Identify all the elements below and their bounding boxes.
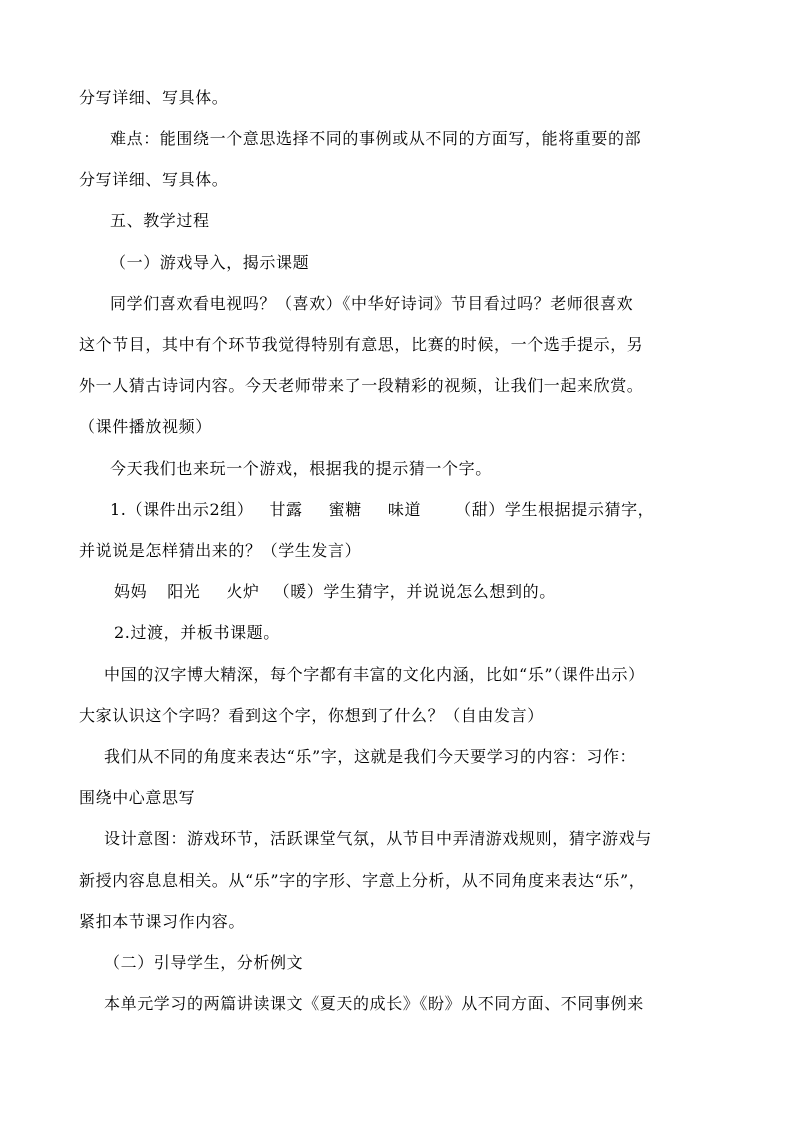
section-heading: 五、教学过程: [110, 211, 210, 230]
hint-word: 甘露: [269, 500, 303, 519]
text-line: 今天我们也来玩一个游戏，根据我的提示猜一个字。: [110, 459, 492, 478]
hint-word: 妈妈: [114, 582, 148, 601]
subsection-heading: （一）游戏导入，揭示课题: [110, 253, 310, 272]
answer-text: （暖）学生猜字，并说说怎么想到的。: [273, 582, 556, 601]
text-line: 同学们喜欢看电视吗？（喜欢）《中华好诗词》节目看过吗？老师很喜欢: [110, 294, 634, 313]
text-line: 本单元学习的两篇讲读课文《夏天的成长》《盼》从不同方面、不同事例来: [104, 994, 644, 1013]
text-line: 中国的汉字博大精深，每个字都有丰富的文化内涵，比如“乐”（课件出示）: [104, 665, 645, 684]
answer-text: （甜）学生根据提示猜字，: [455, 500, 655, 519]
text-line: [114, 582, 556, 602]
text-line: 并说说是怎样猜出来的？（学生发言）: [79, 541, 362, 560]
text-line: 这个节目，其中有个环节我觉得特别有意思，比赛的时候，一个选手提示，另: [79, 335, 644, 354]
text-line: 新授内容息息相关。从“乐”字的字形、字意上分析，从不同角度来表达“乐”，: [79, 871, 646, 890]
text-line: 大家认识这个字吗？看到这个字，你想到了什么？（自由发言）: [79, 706, 544, 725]
text-line: 外一人猜古诗词内容。今天老师带来了一段精彩的视频，让我们一起来欣赏。: [79, 376, 644, 395]
text-line: 围绕中心意思写: [79, 788, 196, 807]
subsection-heading: （二）引导学生，分析例文: [104, 953, 304, 972]
text-line: 紧扣本节课习作内容。: [79, 912, 246, 931]
hint-word: 火炉: [226, 582, 260, 601]
text-line: 我们从不同的角度来表达“乐”字，这就是我们今天要学习的内容：习作：: [104, 747, 637, 766]
text-line: [110, 500, 654, 520]
text-line: 2.过渡，并板书课题。: [114, 623, 280, 642]
hint-word: 蜜糖: [328, 500, 362, 519]
text-line: 难点：能围绕一个意思选择不同的事例或从不同的方面写，能将重要的部: [110, 129, 642, 148]
text-line: 分写详细、写具体。: [79, 170, 229, 189]
text-line: （课件播放视频）: [79, 417, 212, 436]
text-line: 设计意图：游戏环节，活跃课堂气氛，从节目中弄清游戏规则，猜字游戏与: [104, 829, 652, 848]
hint-word: 阳光: [167, 582, 201, 601]
item-label: 1.（课件出示2组）: [110, 500, 254, 519]
text-line: 分写详细、写具体。: [79, 88, 229, 107]
hint-word: 味道: [387, 500, 422, 519]
